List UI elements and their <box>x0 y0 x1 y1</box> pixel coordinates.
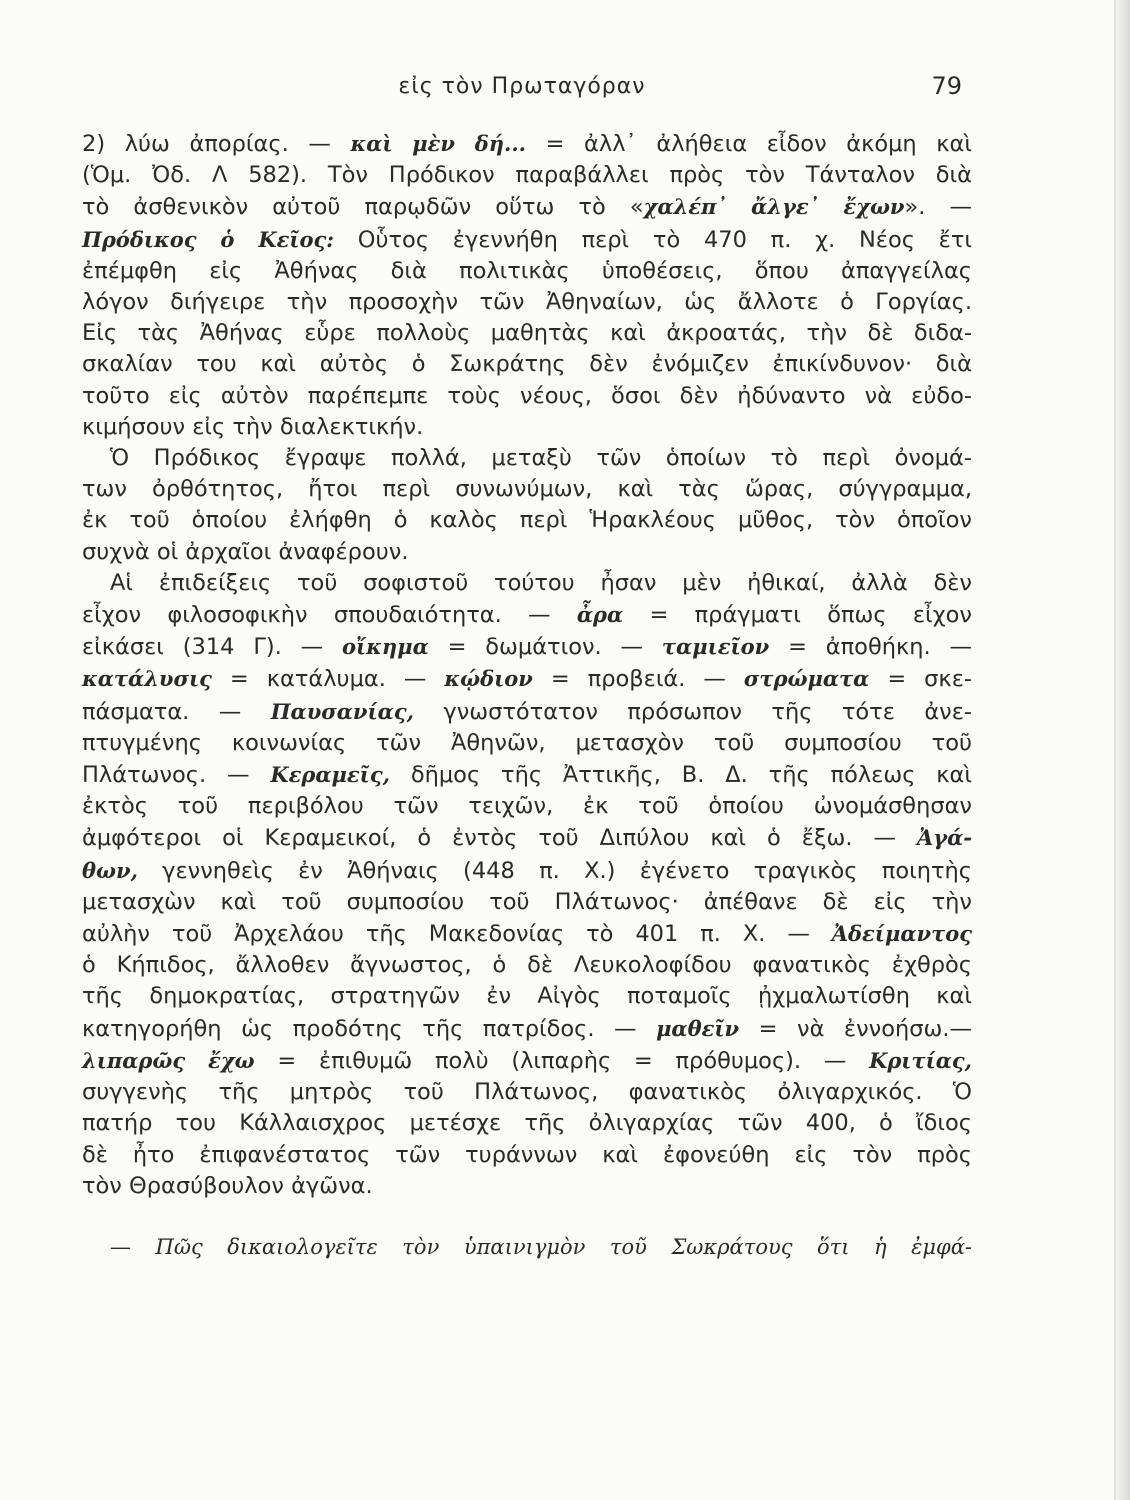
running-title: εἰς τὸν Πρωταγόραν <box>398 74 646 99</box>
text-segment: = πράγματι ὅπως εἶχον <box>623 602 972 629</box>
page-edge <box>1114 0 1116 1500</box>
text-segment: Ὁ Πρόδικος ἔγραψε πολλά, μεταξὺ τῶν ὁποίων τὸ περὶ ὀνομά- <box>110 445 972 472</box>
text-segment: ». — <box>904 194 972 221</box>
glossary-term: οἴκημα <box>342 634 429 660</box>
glossary-term: κῴδιον <box>444 666 533 692</box>
text-segment: Πλάτωνος. — <box>82 762 271 789</box>
text-line <box>82 505 972 536</box>
text-segment: γεννηθεὶς ἐν Ἀθήναις (448 π. Χ.) ἐγένετο τραγικὸς ποιητὴς <box>137 857 972 884</box>
text-segment: πάσματα. — <box>82 698 271 725</box>
text-segment: συγγενὴς τῆς μητρὸς τοῦ Πλάτωνος, φανατικὸς ὀλιγαρχικός. Ὁ <box>82 1079 972 1106</box>
text-line <box>82 1077 972 1108</box>
paragraph-gap <box>82 1202 972 1232</box>
text-segment: μετασχὼν καὶ τοῦ συμποσίου τοῦ Πλάτωνος· ἀπέθανε δὲ εἰς τὴν <box>82 888 972 915</box>
text-line <box>82 256 972 287</box>
text-line <box>82 950 972 981</box>
review-question: — Πῶς δικαιολογεῖτε τὸν ὑπαινιγμὸν τοῦ Σωκράτους ὅτι ἡ ἐμφά- <box>110 1234 972 1259</box>
text-line <box>82 191 972 223</box>
text-line <box>82 1013 972 1045</box>
text-segment: Εἰς τὰς Ἀθήνας εὗρε πολλοὺς μαθητὰς καὶ ἀκροατάς, τὴν δὲ διδα- <box>82 320 972 347</box>
glossary-term: καὶ μὲν δή... <box>350 131 526 156</box>
text-segment: Αἱ ἐπιδείξεις τοῦ σοφιστοῦ τούτου ἦσαν μὲν ἠθικαί, ἀλλὰ δὲν <box>110 569 972 596</box>
text-line <box>82 855 972 887</box>
glossary-term: Ἀγά- <box>916 825 972 851</box>
text-line <box>82 318 972 349</box>
text-line <box>82 759 972 791</box>
glossary-term: μαθεῖν <box>656 1015 740 1041</box>
glossary-term: χαλέπ᾽ ἄλγε᾽ ἔχων <box>643 194 905 220</box>
text-segment: ἀμφότεροι οἱ Κεραμεικοί, ὁ ἐντὸς τοῦ Διπύλου καὶ ὁ ἔξω. — <box>82 825 917 852</box>
text-line <box>82 412 972 443</box>
text-segment: τοῦτο εἰς αὐτὸν παρέπεμπε τοὺς νέους, ὅσοι δὲν ἠδύναντο νὰ εὐδο- <box>82 382 972 409</box>
text-line <box>82 349 972 380</box>
text-segment: πατήρ του Κάλλαισχρος μετέσχε τῆς ὀλιγαρχίας τῶν 400, ὁ ἴδιος <box>82 1110 972 1137</box>
text-segment: λόγον διήγειρε τὴν προσοχὴν τῶν Ἀθηναίων, ὡς ἄλλοτε ὁ Γοργίας. <box>82 289 972 316</box>
text-segment: Οὗτος ἐγεννήθη περὶ τὸ 470 π. χ. Νέος ἔτι <box>334 226 972 253</box>
glossary-term: Κεραμεῖς, <box>270 762 390 788</box>
text-line <box>82 381 972 412</box>
text-line <box>82 1108 972 1139</box>
glossary-term: λιπαρῶς ἔχω <box>82 1047 255 1073</box>
text-segment: κιμήσουν εἰς τὴν διαλεκτικήν. <box>82 413 424 440</box>
text-segment: εἶχον φιλοσοφικὴν σπουδαιότητα. — <box>82 602 577 629</box>
glossary-term: ἆρα <box>576 602 624 628</box>
text-line <box>82 981 972 1012</box>
text-segment: = νὰ ἐννοήσω.— <box>739 1015 972 1042</box>
text-segment: ἐκ τοῦ ὁποίου ἐλήφθη ὁ καλὸς περὶ Ἡρακλέους μῦθος, τὸν ὁποῖον <box>82 507 972 534</box>
text-line <box>82 1140 972 1171</box>
glossary-term: Παυσανίας, <box>270 698 414 724</box>
text-segment: ἐπέμφθη εἰς Ἀθήνας διὰ πολιτικὰς ὑποθέσεις, ὅπου ἀπαγγείλας <box>82 257 972 284</box>
glossary-term: Ἀδείμαντος <box>831 921 972 947</box>
text-segment: συχνὰ οἱ ἀρχαῖοι ἀναφέρουν. <box>82 538 409 565</box>
text-segment: (Ὁμ. Ὀδ. Λ 582). Τὸν Πρόδικον παραβάλλει πρὸς τὸν Τάνταλον διὰ <box>82 162 972 189</box>
text-segment: αὐλὴν τοῦ Ἀρχελάου τῆς Μακεδονίας τὸ 401 π. Χ. — <box>82 921 832 948</box>
text-segment: σκαλίαν του καὶ αὐτὸς ὁ Σωκράτης δὲν ἐνόμιζεν ἐπικίνδυνον· διὰ <box>82 351 972 378</box>
text-line <box>82 1171 972 1202</box>
text-segment: γνωστότατον πρόσωπον τῆς τότε ἀνε- <box>413 698 973 725</box>
text-segment: δῆμος τῆς Ἀττικῆς, Β. Δ. τῆς πόλεως καὶ <box>389 762 972 789</box>
text-line <box>82 160 972 191</box>
text-line <box>82 663 972 695</box>
text-segment: κατηγορήθη ὡς προδότης τῆς πατρίδος. — <box>82 1015 657 1042</box>
text-line <box>82 599 972 631</box>
glossary-term: ταμιεῖον <box>661 634 770 660</box>
glossary-term: Κριτίας, <box>869 1047 972 1073</box>
text-line <box>82 287 972 318</box>
page-number: 79 <box>931 72 962 100</box>
text-segment: ὁ Κήπιδος, ἄλλοθεν ἄγνωστος, ὁ δὲ Λευκολοφίδου φανατικὸς ἐχθρὸς <box>82 952 972 979</box>
glossary-term: στρώματα <box>743 666 870 692</box>
text-segment: ἐκτὸς τοῦ περιβόλου τῶν τειχῶν, ἐκ τοῦ ὁποίου ὠνομάσθησαν <box>82 793 972 820</box>
text-line <box>82 918 972 950</box>
text-segment: = σκε- <box>869 666 972 693</box>
text-segment: = προβειά. — <box>532 666 744 693</box>
text-line <box>82 128 972 160</box>
page-body <box>82 128 972 1263</box>
text-segment: = δωμάτιον. — <box>428 634 662 661</box>
page-shadow <box>1116 0 1130 1500</box>
text-segment: πτυγμένης κοινωνίας τῶν Ἀθηνῶν, μετασχὸν τοῦ συμποσίου τοῦ <box>82 729 972 756</box>
text-segment: τὸν Θρασύβουλον ἀγῶνα. <box>82 1172 373 1199</box>
text-segment: τῆς δημοκρατίας, στρατηγῶν ἐν Αἰγὸς ποταμοῖς ᾐχμαλωτίσθη καὶ <box>82 983 972 1010</box>
text-line <box>82 224 972 256</box>
glossary-term: κατάλυσις <box>82 666 212 692</box>
text-line <box>82 791 972 822</box>
text-segment: = ἀλλ᾽ ἀλήθεια εἶδον ἀκόμη καὶ <box>525 131 973 157</box>
text-line <box>82 728 972 759</box>
text-line <box>82 568 972 599</box>
text-line <box>82 443 972 474</box>
text-segment: των ὀρθότητος, ἤτοι περὶ συνωνύμων, καὶ τὰς ὥρας, σύγγραμμα, <box>82 476 972 503</box>
text-segment: = κατάλυμα. — <box>211 666 445 693</box>
text-line <box>82 887 972 918</box>
text-segment: = ἐπιθυμῶ πολὺ (λιπαρὴς = πρόθυμος). — <box>254 1047 870 1074</box>
text-line <box>82 696 972 728</box>
text-line <box>82 474 972 505</box>
text-line <box>82 631 972 663</box>
glossary-term: Πρόδικος ὁ Κεῖος: <box>82 226 335 252</box>
text-segment: εἰκάσει (314 Γ). — <box>82 634 343 661</box>
glossary-term: θων, <box>82 857 138 883</box>
text-line <box>82 1045 972 1077</box>
text-segment: δὲ ἦτο ἐπιφανέστατος τῶν τυράννων καὶ ἐφονεύθη εἰς τὸν πρὸς <box>82 1141 972 1168</box>
text-segment: τὸ ἀσθενικὸν αὐτοῦ παρῳδῶν οὕτω τὸ « <box>82 194 644 221</box>
text-segment: = ἀποθήκη. — <box>769 634 972 661</box>
text-segment: 2) λύω ἀπορίας. — <box>82 131 351 157</box>
running-header <box>82 74 962 110</box>
text-line <box>82 537 972 568</box>
text-line <box>82 822 972 854</box>
